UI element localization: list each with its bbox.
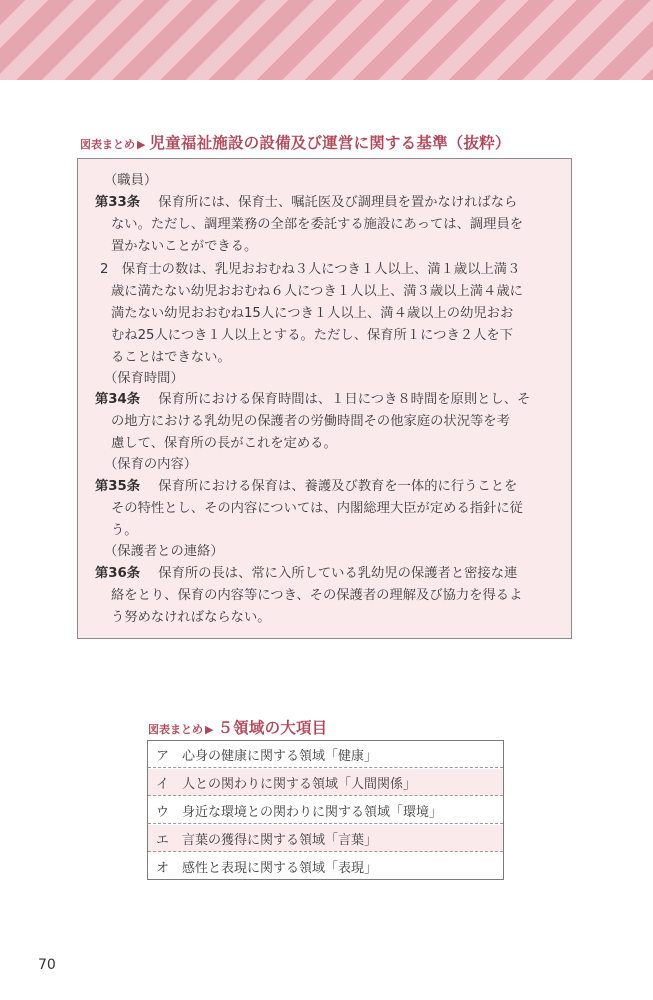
- row-marker: ア: [156, 748, 170, 764]
- figure2-label: 図表まとめ: [148, 723, 203, 736]
- row-marker: イ: [156, 776, 170, 792]
- article-text: う。: [111, 523, 138, 538]
- row-text: 感性と表現に関する領域「表現」: [182, 861, 378, 876]
- article-text: 保育所には、保育士、嘱託医及び調理員を置かなければなら: [145, 195, 518, 210]
- row-text: 心身の健康に関する領域「健康」: [182, 748, 378, 764]
- article-text: 2 保育士の数は、乳児おおむね３人につき１人以上、満１歳以上満３: [100, 262, 521, 277]
- row-marker: ウ: [156, 804, 170, 820]
- article-text: むね25人につき１人以上とする。ただし、保育所１につき２人を下: [111, 328, 513, 343]
- decorative-striped-header: [0, 0, 653, 80]
- article-number: 第36条: [95, 566, 141, 581]
- figure2-title: ５領域の大項目: [217, 719, 328, 737]
- section-heading: （職員）: [104, 173, 158, 188]
- row-marker: エ: [156, 832, 170, 848]
- figure1-label: 図表まとめ: [80, 138, 135, 151]
- article-text: 保育所の長は、常に入所している乳幼児の保護者と密接な連: [145, 566, 518, 581]
- article-text: 満たない幼児おおむね15人につき１人以上、満４歳以上の幼児おお: [111, 306, 514, 321]
- section-heading: （保育の内容）: [104, 457, 198, 472]
- article-number: 第35条: [95, 479, 141, 494]
- table-row: [148, 825, 503, 852]
- section-heading: （保護者との連絡）: [104, 544, 224, 559]
- table-row: [148, 853, 503, 880]
- row-text: 言葉の獲得に関する領域「言葉」: [182, 832, 378, 848]
- table-row: [148, 769, 503, 796]
- row-marker: オ: [156, 861, 170, 876]
- article-text: その特性とし、その内容については、内閣総理大臣が定める指針に従: [111, 501, 523, 516]
- figure2-heading: [148, 716, 327, 740]
- figure1-heading: [80, 131, 511, 155]
- article-text: 慮して、保育所の長がこれを定める。: [111, 436, 337, 451]
- page-number: 70: [38, 957, 56, 973]
- triangle-right-icon: ▶: [205, 723, 214, 736]
- row-text: 人との関わりに関する領域「人間関係」: [182, 776, 417, 792]
- five-domains-table: [147, 740, 504, 880]
- article-text: 歳に満たない幼児おおむね６人につき１人以上、満３歳以上満４歳に: [111, 284, 523, 299]
- article-number: 第33条: [95, 195, 141, 210]
- figure1-title: 児童福祉施設の設備及び運営に関する基準（抜粋）: [149, 134, 511, 152]
- article-text: う努めなければならない。: [111, 610, 271, 625]
- article-text: 保育所における保育は、養護及び教育を一体的に行うことを: [145, 479, 518, 494]
- article-text: 置かないことができる。: [111, 239, 258, 254]
- table-row: [148, 797, 503, 824]
- section-heading: （保育時間）: [104, 371, 184, 386]
- article-text: ない。ただし、調理業務の全部を委託する施設にあっては、調理員を: [111, 217, 524, 232]
- table-row: [148, 741, 503, 768]
- article-text: ることはできない。: [111, 350, 231, 365]
- article-number: 第34条: [95, 392, 141, 407]
- article-text: 保育所における保育時間は、１日につき８時間を原則とし、そ: [145, 392, 531, 407]
- article-text: 絡をとり、保育の内容等につき、その保護者の理解及び協力を得るよ: [111, 588, 523, 603]
- triangle-right-icon: ▶: [137, 138, 146, 151]
- article-text: の地方における乳幼児の保護者の労働時間その他家庭の状況等を考: [111, 414, 510, 429]
- standards-excerpt-box: [77, 158, 572, 639]
- row-text: 身近な環境との関わりに関する領域「環境」: [182, 804, 443, 820]
